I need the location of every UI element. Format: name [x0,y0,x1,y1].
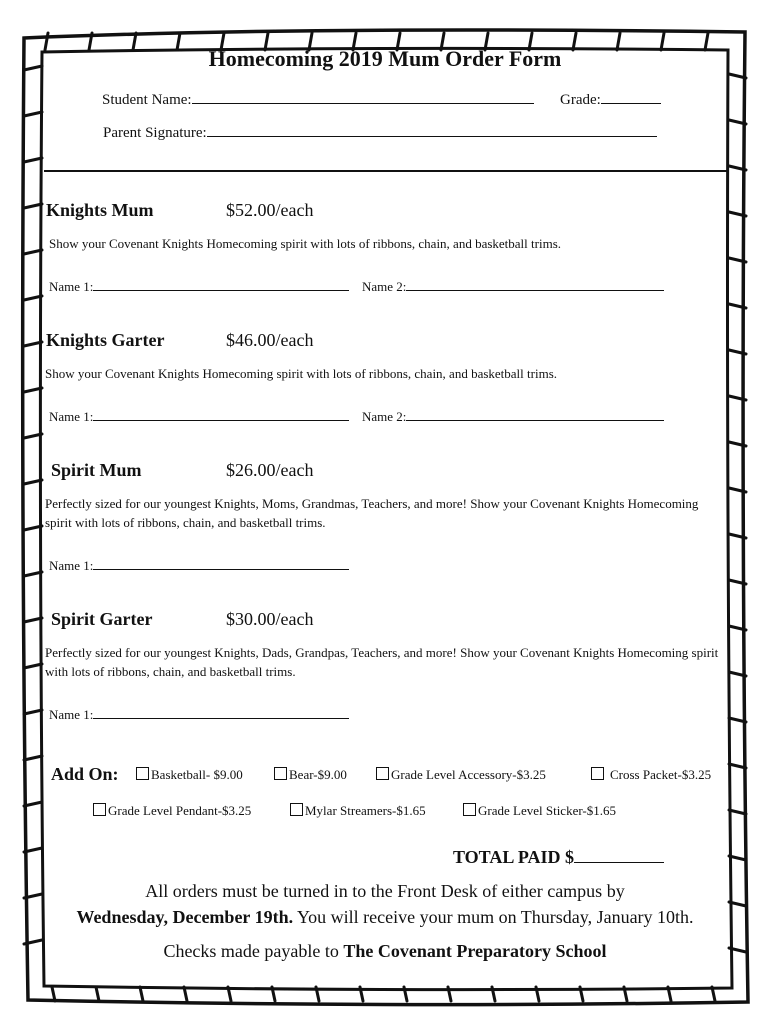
addon-label: Mylar Streamers-$1.65 [305,803,426,818]
item-price: $30.00/each [226,609,314,629]
parent-signature-field[interactable] [207,122,657,137]
border-tick [24,756,42,760]
deadline: Wednesday, December 19th. [76,907,294,927]
addon-label: Basketball- $9.00 [151,767,243,782]
item-price: $26.00/each [226,460,314,480]
payee: The Covenant Preparatory School [343,941,607,961]
addon-title: Add On: [51,764,119,784]
grade-field[interactable] [601,89,661,104]
total-paid-row [453,846,664,868]
name1-row [49,406,349,425]
addon-option[interactable] [376,767,546,783]
name1-label: Name 1: [49,558,94,573]
border-tick [24,204,42,208]
addon-label: Grade Level Sticker-$1.65 [478,803,616,818]
total-paid-field[interactable] [574,846,664,863]
item-name: Spirit Garter [51,609,153,629]
item-name: Knights Mum [46,200,154,220]
name1-field[interactable] [93,406,349,421]
addon-label: Grade Level Pendant-$3.25 [108,803,252,818]
name1-label: Name 1: [49,409,94,424]
parent-signature-label: Parent Signature: [103,125,207,141]
name1-field[interactable] [93,276,349,291]
student-name-field[interactable] [192,89,534,104]
name2-field[interactable] [406,406,664,421]
addon-option[interactable] [274,767,347,783]
student-name-label: Student Name: [102,92,192,108]
item-name: Spirit Mum [51,460,142,480]
border-tick [24,618,42,622]
name2-label: Name 2: [362,279,407,294]
checkbox[interactable] [591,767,604,780]
border-tick [140,987,143,1001]
grade-label: Grade: [560,92,601,108]
border-tick [729,810,746,814]
addon-label: Grade Level Accessory-$3.25 [391,767,546,782]
name2-field[interactable] [406,276,664,291]
addon-label: Cross Packet-$3.25 [610,767,712,782]
border-tick [24,112,42,116]
checkbox[interactable] [376,767,389,780]
item-description: Perfectly sized for our youngest Knights, Dads, Grandpas, Teachers, and more! Show your Covenant Knights Homecoming spirit with lots of ribbons, chain, and basketball trims. [45,645,719,679]
border-tick [24,158,42,162]
checks-prefix: Checks made payable to [163,941,344,961]
header-divider [44,170,728,172]
name1-field[interactable] [93,555,349,570]
name2-row [362,406,664,425]
item-description: Show your Covenant Knights Homecoming spirit with lots of ribbons, chain, and basketball trims. [45,366,558,381]
name1-label: Name 1: [49,707,94,722]
footer-checks [0,941,770,962]
total-paid-label: TOTAL PAID $ [453,847,575,867]
name1-row [49,555,349,574]
border-tick [24,710,42,714]
name2-row [362,276,664,295]
addon-option[interactable] [93,803,251,819]
parent-signature-row [103,122,657,142]
name1-label: Name 1: [49,279,94,294]
item-name: Knights Garter [46,330,165,350]
name1-field[interactable] [93,704,349,719]
checkbox[interactable] [136,767,149,780]
item-price: $46.00/each [226,330,314,350]
checkbox[interactable] [274,767,287,780]
addon-option[interactable] [136,767,243,783]
grade-row [560,89,661,109]
name2-label: Name 2: [362,409,407,424]
checkbox[interactable] [93,803,106,816]
footer-line-2 [0,907,770,928]
page-title: Homecoming 2019 Mum Order Form [208,46,562,71]
addon-option[interactable] [591,767,711,783]
addon-label: Bear-$9.00 [289,767,347,782]
addon-option[interactable] [463,803,616,819]
checkbox[interactable] [463,803,476,816]
footer-line-1: All orders must be turned in to the Front Desk of either campus by [145,881,625,901]
item-description: Perfectly sized for our youngest Knights, Moms, Grandmas, Teachers, and more! Show your Covenant Knights Homecoming spirit with lots of ribbons, chain, and basketball trims. [45,496,699,530]
border-tick [24,664,42,668]
border-tick [96,987,99,1001]
student-name-row [102,89,534,109]
delivery-note: You will receive your mum on Thursday, January 10th. [293,907,694,927]
name1-row [49,276,349,295]
addon-option[interactable] [290,803,426,819]
item-description: Show your Covenant Knights Homecoming spirit with lots of ribbons, chain, and basketball trims. [49,236,562,251]
checkbox[interactable] [290,803,303,816]
name1-row [49,704,349,723]
item-price: $52.00/each [226,200,314,220]
